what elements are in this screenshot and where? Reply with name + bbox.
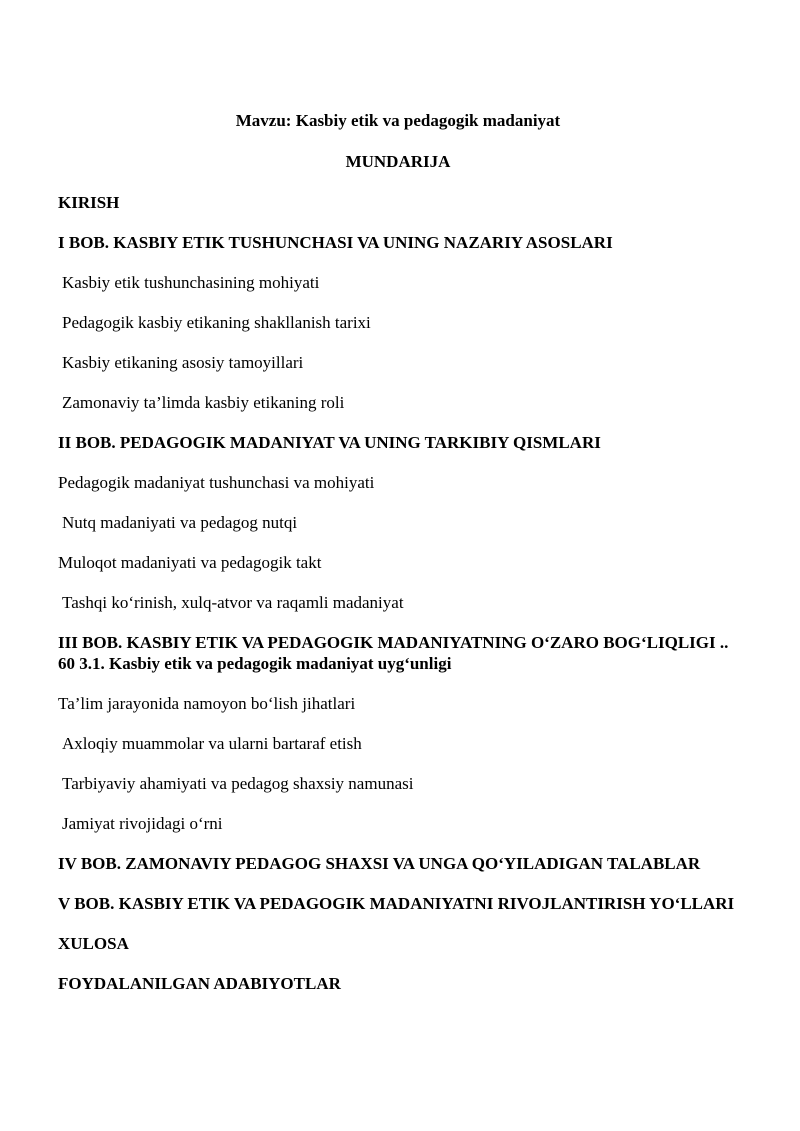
toc-heading: MUNDARIJA [345, 152, 451, 171]
toc-entry: Ta’lim jarayonida namoyon bo‘lish jihatlari [58, 694, 356, 713]
document-page [58, 110, 738, 1013]
toc-entry: Kasbiy etikaning asosiy tamoyillari [62, 353, 304, 372]
toc-entry: Muloqot madaniyati va pedagogik takt [58, 553, 322, 572]
toc-entry: Tashqi ko‘rinish, xulq-atvor va raqamli madaniyat [62, 593, 404, 612]
table-of-contents [58, 192, 738, 994]
toc-entry-chapter-4: IV BOB. ZAMONAVIY PEDAGOG SHAXSI VA UNGA QO‘YILADIGAN TALABLAR [58, 854, 701, 873]
toc-entry-chapter-5: V BOB. KASBIY ETIK VA PEDAGOGIK MADANIYATNI RIVOJLANTIRISH YO‘LLARI [58, 894, 735, 913]
toc-entry: Jamiyat rivojidagi o‘rni [62, 814, 223, 833]
toc-entry-xulosa: XULOSA [58, 934, 129, 953]
toc-entry-kirish: KIRISH [58, 193, 120, 212]
toc-entry: Axloqiy muammolar va ularni bartaraf etish [62, 734, 362, 753]
toc-entry-chapter-1: I BOB. KASBIY ETIK TUSHUNCHASI VA UNING NAZARIY ASOSLARI [58, 233, 613, 252]
toc-entry-chapter-3: III BOB. KASBIY ETIK VA PEDAGOGIK MADANIYATNING O‘ZARO BOG‘LIQLIGI .. 60 3.1. Kasbiy etik va pedagogik madaniyat uyg‘unligi [58, 633, 729, 673]
toc-entry: Tarbiyaviy ahamiyati va pedagog shaxsiy namunasi [62, 774, 414, 793]
toc-entry: Nutq madaniyati va pedagog nutqi [62, 513, 298, 532]
toc-entry: Zamonaviy ta’limda kasbiy etikaning roli [62, 393, 345, 412]
document-title: Mavzu: Kasbiy etik va pedagogik madaniyat [235, 111, 561, 130]
toc-entry: Kasbiy etik tushunchasining mohiyati [62, 273, 320, 292]
toc-entry-references: FOYDALANILGAN ADABIYOTLAR [58, 974, 341, 993]
toc-entry: Pedagogik madaniyat tushunchasi va mohiyati [58, 473, 375, 492]
toc-entry-chapter-2: II BOB. PEDAGOGIK MADANIYAT VA UNING TARKIBIY QISMLARI [58, 433, 601, 452]
toc-entry: Pedagogik kasbiy etikaning shakllanish tarixi [62, 313, 371, 332]
